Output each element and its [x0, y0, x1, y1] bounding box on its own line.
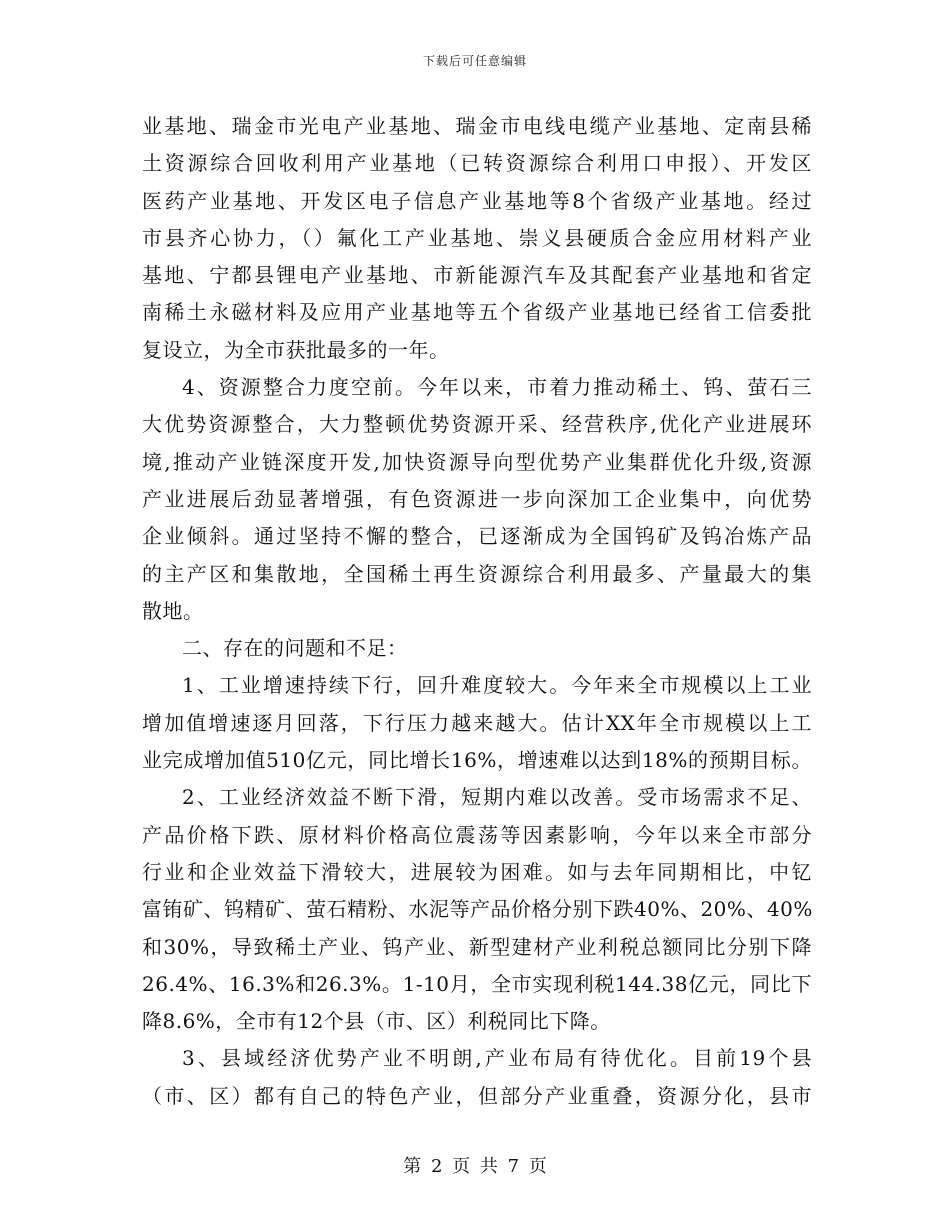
- section-heading: 二、存在的问题和不足：: [182, 636, 408, 661]
- paragraph-line: 大优势资源整合，大力整顿优势资源开采、经营秩序,优化产业进展环: [142, 412, 812, 437]
- paragraph-line: 1、工业增速持续下行，回升难度较大。今年来全市规模以上工业: [182, 673, 812, 698]
- paragraph-line: 降8.6%，全市有12个县（市、区）利税同比下降。: [142, 1009, 611, 1034]
- document-body: [142, 108, 812, 1115]
- paragraph-line: 富铕矿、钨精矿、萤石精粉、水泥等产品价格分别下跌40%、20%、40%: [142, 897, 813, 922]
- paragraph-line: 境,推动产业链深度开发,加快资源导向型优势产业集群优化升级,资源: [142, 449, 812, 474]
- paragraph-line: 医药产业基地、开发区电子信息产业基地等8个省级产业基地。经过: [142, 188, 812, 213]
- paragraph-line: （市、区）都有自己的特色产业，但部分产业重叠，资源分化，县市: [142, 1083, 812, 1108]
- paragraph-line: 南稀土永磁材料及应用产业基地等五个省级产业基地已经省工信委批: [142, 300, 812, 325]
- paragraph-line: 基地、宁都县锂电产业基地、市新能源汽车及其配套产业基地和省定: [142, 263, 812, 288]
- paragraph-line: 3、县域经济优势产业不明朗,产业布局有待优化。目前19个县: [182, 1046, 812, 1071]
- paragraph-line: 产品价格下跌、原材料价格高位震荡等因素影响，今年以来全市部分: [142, 822, 812, 847]
- paragraph-line: 的主产区和集散地，全国稀土再生资源综合利用最多、产量最大的集: [142, 561, 812, 586]
- paragraph-line: 散地。: [142, 598, 204, 623]
- page-footer: 第 2 页 共 7 页: [403, 1156, 547, 1177]
- paragraph-line: 市县齐心协力，（）氟化工产业基地、崇义县硬质合金应用材料产业: [142, 225, 812, 250]
- paragraph-line: 2、工业经济效益不断下滑，短期内难以改善。受市场需求不足、: [182, 785, 812, 810]
- paragraph-line: 复设立，为全市获批最多的一年。: [142, 337, 450, 362]
- paragraph-line: 增加值增速逐月回落，下行压力越来越大。估计XX年全市规模以上工: [142, 710, 812, 735]
- paragraph-line: 企业倾斜。通过坚持不懈的整合，已逐渐成为全国钨矿及钨冶炼产品: [142, 524, 812, 549]
- paragraph-line: 土资源综合回收利用产业基地（已转资源综合利用口申报）、开发区: [142, 151, 812, 176]
- paragraph-line: 产业进展后劲显著增强，有色资源进一步向深加工企业集中，向优势: [142, 486, 812, 511]
- paragraph-line: 行业和企业效益下滑较大，进展较为困难。如与去年同期相比，中钇: [142, 859, 812, 884]
- paragraph-line: 4、资源整合力度空前。今年以来，市着力推动稀土、钨、萤石三: [182, 375, 812, 400]
- paragraph-line: 和30%，导致稀土产业、钨产业、新型建材产业利税总额同比分别下降: [142, 934, 812, 959]
- paragraph-line: 业完成增加值510亿元，同比增长16%，增速难以达到18%的预期目标。: [142, 748, 812, 773]
- paragraph-line: 26.4%、16.3%和26.3%。1-10月，全市实现利税144.38亿元，同比下: [142, 971, 812, 996]
- page-header: 下载后可任意编辑: [422, 54, 527, 68]
- paragraph-line: 业基地、瑞金市光电产业基地、瑞金市电线电缆产业基地、定南县稀: [142, 114, 812, 138]
